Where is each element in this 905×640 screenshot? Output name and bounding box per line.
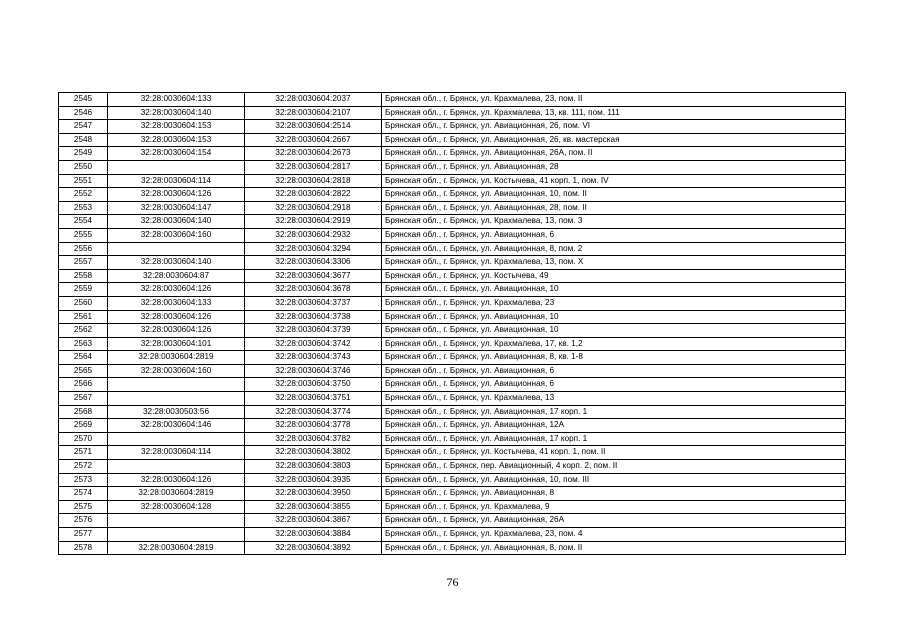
parcel-number-cell: 32:28:0030604:160 (108, 228, 245, 242)
address-cell: Брянская обл., г. Брянск, ул. Крахмалева, 13, пом. X (382, 256, 846, 270)
parcel-number-cell (108, 528, 245, 542)
parcel-number-cell (108, 160, 245, 174)
parcel-number-cell: 32:28:0030604:101 (108, 337, 245, 351)
cadastral-number-cell: 32:28:0030604:3746 (245, 364, 382, 378)
cadastral-number-cell: 32:28:0030604:2818 (245, 174, 382, 188)
cadastral-number-cell: 32:28:0030604:3738 (245, 310, 382, 324)
cadastral-number-cell: 32:28:0030604:3855 (245, 500, 382, 514)
table-row (59, 392, 846, 406)
cadastral-number-cell: 32:28:0030604:3751 (245, 392, 382, 406)
address-cell: Брянская обл., г. Брянск, ул. Крахмалева, 23 (382, 296, 846, 310)
parcel-number-cell: 32:28:0030604:154 (108, 147, 245, 161)
cadastral-number-cell: 32:28:0030604:3739 (245, 324, 382, 338)
cadastral-number-cell: 32:28:0030604:3677 (245, 269, 382, 283)
cadastral-number-cell: 32:28:0030604:3935 (245, 473, 382, 487)
address-cell: Брянская обл., г. Брянск, ул. Авиационная, 12А (382, 419, 846, 433)
row-number-cell: 2561 (59, 310, 108, 324)
address-cell: Брянская обл., г. Брянск, ул. Авиационная, 10, пом. II (382, 188, 846, 202)
row-number-cell: 2568 (59, 405, 108, 419)
row-number-cell: 2573 (59, 473, 108, 487)
parcel-number-cell: 32:28:0030604:126 (108, 188, 245, 202)
parcel-number-cell: 32:28:0030604:128 (108, 500, 245, 514)
row-number-cell: 2549 (59, 147, 108, 161)
cadastral-number-cell: 32:28:0030604:3802 (245, 446, 382, 460)
parcel-table (58, 92, 846, 555)
address-cell: Брянская обл., г. Брянск, ул. Авиационная, 6 (382, 378, 846, 392)
table-row (59, 133, 846, 147)
table-row (59, 106, 846, 120)
row-number-cell: 2567 (59, 392, 108, 406)
address-cell: Брянская обл., г. Брянск, ул. Крахмалева, 17, кв. 1,2 (382, 337, 846, 351)
table-row (59, 174, 846, 188)
table-row (59, 310, 846, 324)
parcel-number-cell: 32:28:0030604:2819 (108, 541, 245, 555)
row-number-cell: 2564 (59, 351, 108, 365)
parcel-number-cell: 32:28:0030604:147 (108, 201, 245, 215)
address-cell: Брянская обл., г. Брянск, ул. Костычева, 41 корп. 1, пом. II (382, 446, 846, 460)
address-cell: Брянская обл., г. Брянск, ул. Крахмалева, 13 (382, 392, 846, 406)
table-row (59, 283, 846, 297)
address-cell: Брянская обл., г. Брянск, ул. Авиационная, 17 корп. 1 (382, 405, 846, 419)
parcel-number-cell: 32:28:0030604:140 (108, 256, 245, 270)
cadastral-number-cell: 32:28:0030604:2918 (245, 201, 382, 215)
table-row (59, 364, 846, 378)
address-cell: Брянская обл., г. Брянск, ул. Авиационная, 8 (382, 487, 846, 501)
parcel-number-cell: 32:28:0030604:153 (108, 133, 245, 147)
parcel-number-cell (108, 242, 245, 256)
address-cell: Брянская обл., г. Брянск, пер. Авиационный, 4 корп. 2, пом. II (382, 460, 846, 474)
parcel-number-cell: 32:28:0030604:114 (108, 446, 245, 460)
table-row (59, 351, 846, 365)
cadastral-number-cell: 32:28:0030604:3737 (245, 296, 382, 310)
table-row (59, 419, 846, 433)
row-number-cell: 2553 (59, 201, 108, 215)
row-number-cell: 2576 (59, 514, 108, 528)
cadastral-number-cell: 32:28:0030604:2667 (245, 133, 382, 147)
row-number-cell: 2570 (59, 432, 108, 446)
parcel-number-cell: 32:28:0030503:56 (108, 405, 245, 419)
address-cell: Брянская обл., г. Брянск, ул. Крахмалева, 13, пом. 3 (382, 215, 846, 229)
row-number-cell: 2574 (59, 487, 108, 501)
table-row (59, 528, 846, 542)
row-number-cell: 2575 (59, 500, 108, 514)
cadastral-number-cell: 32:28:0030604:2107 (245, 106, 382, 120)
row-number-cell: 2557 (59, 256, 108, 270)
cadastral-number-cell: 32:28:0030604:2817 (245, 160, 382, 174)
parcel-number-cell: 32:28:0030604:126 (108, 310, 245, 324)
address-cell: Брянская обл., г. Брянск, ул. Крахмалева, 9 (382, 500, 846, 514)
cadastral-number-cell: 32:28:0030604:2822 (245, 188, 382, 202)
cadastral-number-cell: 32:28:0030604:3778 (245, 419, 382, 433)
row-number-cell: 2558 (59, 269, 108, 283)
cadastral-number-cell: 32:28:0030604:3884 (245, 528, 382, 542)
row-number-cell: 2550 (59, 160, 108, 174)
parcel-number-cell: 32:28:0030604:153 (108, 120, 245, 134)
parcel-number-cell (108, 392, 245, 406)
row-number-cell: 2572 (59, 460, 108, 474)
table-row (59, 446, 846, 460)
table-row (59, 487, 846, 501)
table-row (59, 256, 846, 270)
address-cell: Брянская обл., г. Брянск, ул. Авиационная, 26А (382, 514, 846, 528)
table-row (59, 269, 846, 283)
table-row (59, 188, 846, 202)
table-row (59, 296, 846, 310)
row-number-cell: 2565 (59, 364, 108, 378)
cadastral-number-cell: 32:28:0030604:3782 (245, 432, 382, 446)
table-row (59, 405, 846, 419)
parcel-number-cell (108, 432, 245, 446)
address-cell: Брянская обл., г. Брянск, ул. Крахмалева, 13, кв. 111, пом. 111 (382, 106, 846, 120)
row-number-cell: 2578 (59, 541, 108, 555)
table-row (59, 500, 846, 514)
table-row (59, 93, 846, 107)
row-number-cell: 2569 (59, 419, 108, 433)
address-cell: Брянская обл., г. Брянск, ул. Авиационная, 10 (382, 310, 846, 324)
table-row (59, 160, 846, 174)
parcel-number-cell: 32:28:0030604:114 (108, 174, 245, 188)
cadastral-number-cell: 32:28:0030604:2514 (245, 120, 382, 134)
cadastral-number-cell: 32:28:0030604:3742 (245, 337, 382, 351)
address-cell: Брянская обл., г. Брянск, ул. Авиационная, 28 (382, 160, 846, 174)
cadastral-number-cell: 32:28:0030604:2673 (245, 147, 382, 161)
address-cell: Брянская обл., г. Брянск, ул. Костычева, 49 (382, 269, 846, 283)
parcel-number-cell: 32:28:0030604:140 (108, 215, 245, 229)
table-row (59, 147, 846, 161)
address-cell: Брянская обл., г. Брянск, ул. Авиационная, 8, пом. 2 (382, 242, 846, 256)
cadastral-number-cell: 32:28:0030604:3867 (245, 514, 382, 528)
address-cell: Брянская обл., г. Брянск, ул. Авиационная, 26, кв. мастерская (382, 133, 846, 147)
table-row (59, 337, 846, 351)
row-number-cell: 2548 (59, 133, 108, 147)
parcel-number-cell (108, 514, 245, 528)
address-cell: Брянская обл., г. Брянск, ул. Авиационная, 10, пом. III (382, 473, 846, 487)
parcel-number-cell: 32:28:0030604:87 (108, 269, 245, 283)
cadastral-number-cell: 32:28:0030604:2932 (245, 228, 382, 242)
page-number: 76 (446, 575, 459, 589)
row-number-cell: 2563 (59, 337, 108, 351)
parcel-number-cell: 32:28:0030604:160 (108, 364, 245, 378)
row-number-cell: 2566 (59, 378, 108, 392)
cadastral-number-cell: 32:28:0030604:3678 (245, 283, 382, 297)
parcel-number-cell: 32:28:0030604:133 (108, 296, 245, 310)
parcel-number-cell: 32:28:0030604:2819 (108, 351, 245, 365)
table-row (59, 460, 846, 474)
cadastral-number-cell: 32:28:0030604:3294 (245, 242, 382, 256)
table-row (59, 215, 846, 229)
cadastral-number-cell: 32:28:0030604:3750 (245, 378, 382, 392)
address-cell: Брянская обл., г. Брянск, ул. Крахмалева, 23, пом. 4 (382, 528, 846, 542)
parcel-table-body (59, 93, 846, 555)
row-number-cell: 2547 (59, 120, 108, 134)
row-number-cell: 2551 (59, 174, 108, 188)
address-cell: Брянская обл., г. Брянск, ул. Авиационная, 26, пом. VI (382, 120, 846, 134)
parcel-number-cell: 32:28:0030604:126 (108, 324, 245, 338)
cadastral-number-cell: 32:28:0030604:3803 (245, 460, 382, 474)
row-number-cell: 2545 (59, 93, 108, 107)
parcel-number-cell: 32:28:0030604:126 (108, 283, 245, 297)
row-number-cell: 2552 (59, 188, 108, 202)
table-row (59, 201, 846, 215)
row-number-cell: 2546 (59, 106, 108, 120)
row-number-cell: 2577 (59, 528, 108, 542)
cadastral-number-cell: 32:28:0030604:3892 (245, 541, 382, 555)
cadastral-number-cell: 32:28:0030604:2919 (245, 215, 382, 229)
parcel-number-cell: 32:28:0030604:126 (108, 473, 245, 487)
row-number-cell: 2559 (59, 283, 108, 297)
parcel-number-cell (108, 460, 245, 474)
address-cell: Брянская обл., г. Брянск, ул. Крахмалева, 23, пом. II (382, 93, 846, 107)
row-number-cell: 2554 (59, 215, 108, 229)
address-cell: Брянская обл., г. Брянск, ул. Авиационная, 8, пом. II (382, 541, 846, 555)
row-number-cell: 2555 (59, 228, 108, 242)
cadastral-number-cell: 32:28:0030604:2037 (245, 93, 382, 107)
parcel-number-cell: 32:28:0030604:140 (108, 106, 245, 120)
table-row (59, 324, 846, 338)
address-cell: Брянская обл., г. Брянск, ул. Авиационная, 10 (382, 283, 846, 297)
table-row (59, 228, 846, 242)
parcel-number-cell: 32:28:0030604:2819 (108, 487, 245, 501)
address-cell: Брянская обл., г. Брянск, ул. Авиационная, 26А, пом. II (382, 147, 846, 161)
cadastral-number-cell: 32:28:0030604:3950 (245, 487, 382, 501)
row-number-cell: 2562 (59, 324, 108, 338)
table-row (59, 378, 846, 392)
row-number-cell: 2560 (59, 296, 108, 310)
table-row (59, 514, 846, 528)
address-cell: Брянская обл., г. Брянск, ул. Авиационная, 10 (382, 324, 846, 338)
cadastral-number-cell: 32:28:0030604:3743 (245, 351, 382, 365)
address-cell: Брянская обл., г. Брянск, ул. Авиационная, 28, пом. II (382, 201, 846, 215)
address-cell: Брянская обл., г. Брянск, ул. Авиационная, 6 (382, 364, 846, 378)
table-row (59, 473, 846, 487)
row-number-cell: 2571 (59, 446, 108, 460)
parcel-number-cell (108, 378, 245, 392)
table-row (59, 541, 846, 555)
address-cell: Брянская обл., г. Брянск, ул. Авиационная, 17 корп. 1 (382, 432, 846, 446)
table-row (59, 432, 846, 446)
table-row (59, 120, 846, 134)
cadastral-number-cell: 32:28:0030604:3306 (245, 256, 382, 270)
table-row (59, 242, 846, 256)
address-cell: Брянская обл., г. Брянск, ул. Костычева, 41 корп. 1, пом. IV (382, 174, 846, 188)
address-cell: Брянская обл., г. Брянск, ул. Авиационная, 6 (382, 228, 846, 242)
cadastral-number-cell: 32:28:0030604:3774 (245, 405, 382, 419)
row-number-cell: 2556 (59, 242, 108, 256)
parcel-number-cell: 32:28:0030604:146 (108, 419, 245, 433)
address-cell: Брянская обл., г. Брянск, ул. Авиационная, 8, кв. 1-8 (382, 351, 846, 365)
parcel-number-cell: 32:28:0030604:133 (108, 93, 245, 107)
